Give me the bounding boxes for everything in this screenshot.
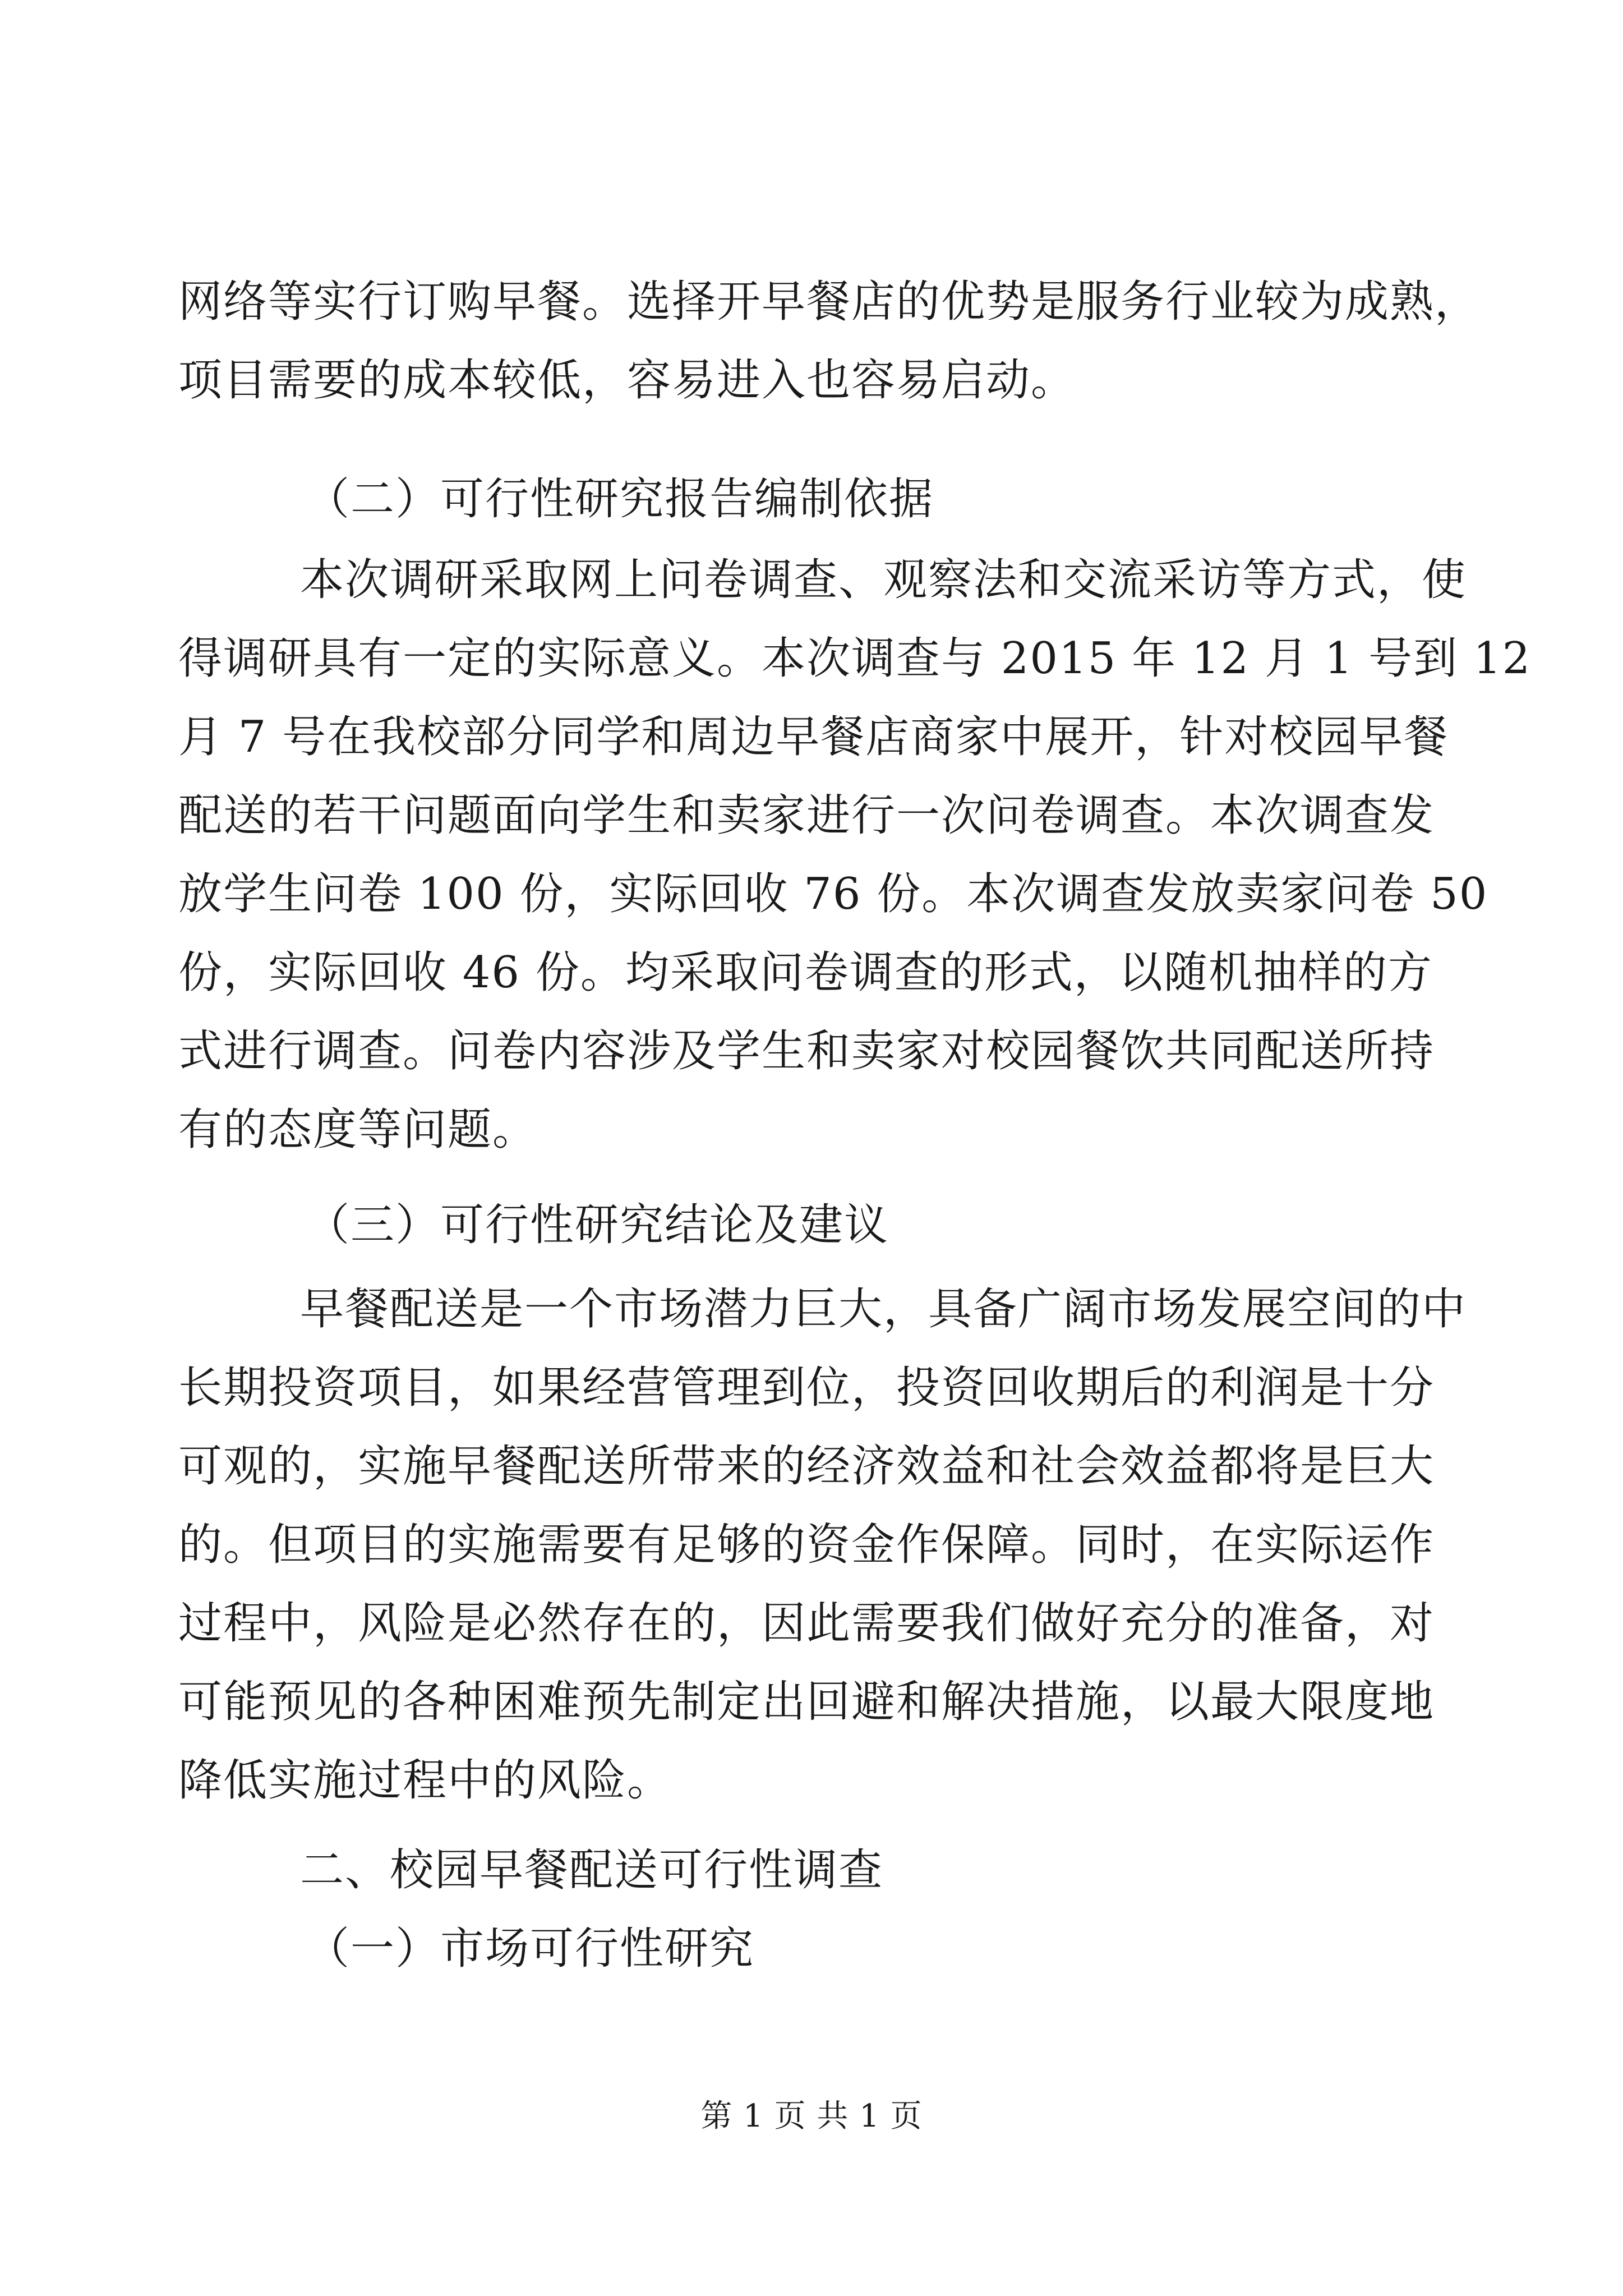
heading-text: （三）可行性研究结论及建议 [306, 1200, 889, 1250]
body-text: 长期投资项目，如果经营管理到位，投资回收期后的利润是十分 [178, 1363, 1435, 1413]
body-text: 网络等实行订购早餐。选择开早餐店的优势是服务行业较为成熟， [178, 277, 1480, 327]
body-text: 月 7 号在我校部分同学和周边早餐店商家中展开，针对校园早餐 [178, 712, 1449, 762]
heading-text: （二）可行性研究报告编制依据 [306, 474, 934, 524]
body-text: 早餐配送是一个市场潜力巨大，具备广阔市场发展空间的中 [300, 1284, 1467, 1335]
body-text: 降低实施过程中的风险。 [178, 1755, 672, 1806]
body-text: 份，实际回收 46 份。均采取问卷调查的形式，以随机抽样的方 [178, 947, 1433, 998]
body-text: 放学生问卷 100 份，实际回收 76 份。本次调查发放卖家问卷 50 [178, 869, 1488, 919]
body-text: 本次调研采取网上问卷调查、观察法和交流采访等方式，使 [300, 555, 1467, 605]
heading-text: 二、校园早餐配送可行性调查 [300, 1845, 884, 1895]
body-text: 式进行调查。问卷内容涉及学生和卖家对校园餐饮共同配送所持 [178, 1026, 1435, 1076]
body-text: 配送的若干问题面向学生和卖家进行一次问卷调查。本次调查发 [178, 790, 1435, 841]
body-text: 的。但项目的实施需要有足够的资金作保障。同时，在实际运作 [178, 1520, 1435, 1570]
body-text: 可能预见的各种困难预先制定出回避和解决措施，以最大限度地 [178, 1677, 1435, 1727]
body-text: 可观的，实施早餐配送所带来的经济效益和社会效益都将是巨大 [178, 1441, 1435, 1492]
body-text: 得调研具有一定的实际意义。本次调查与 2015 年 12 月 1 号到 12 [178, 633, 1532, 684]
page-footer: 第 1 页 共 1 页 [700, 2098, 923, 2134]
body-text: 过程中，风险是必然存在的，因此需要我们做好充分的准备，对 [178, 1598, 1435, 1649]
heading-text: （一）市场可行性研究 [306, 1924, 755, 1974]
body-text: 项目需要的成本较低，容易进入也容易启动。 [178, 355, 1076, 406]
body-text: 有的态度等问题。 [178, 1105, 538, 1155]
